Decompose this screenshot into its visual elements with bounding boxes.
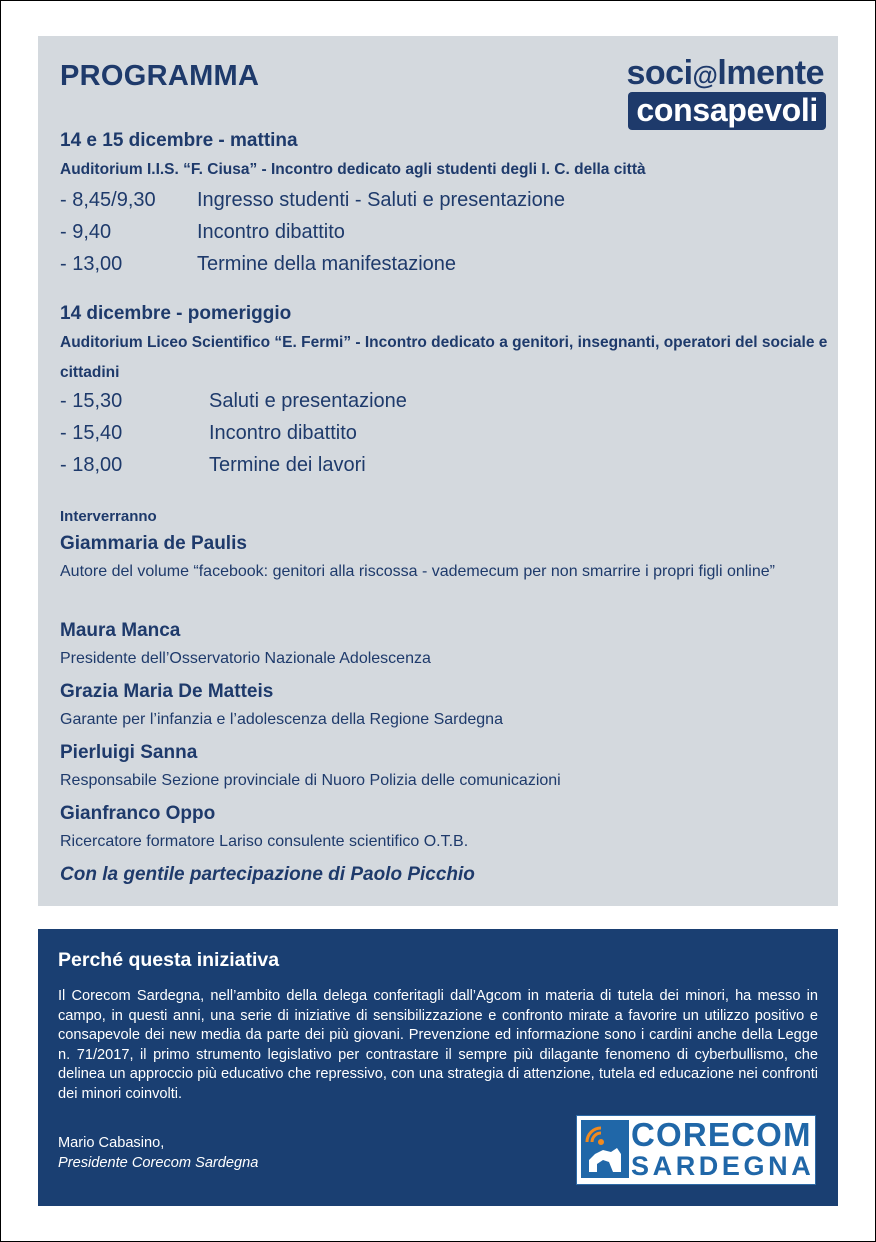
iniziativa-title: Perché questa iniziativa xyxy=(58,949,280,971)
speaker-role: Presidente dell’Osservatorio Nazionale Adolescenza xyxy=(60,650,431,667)
session2-subtitle: Auditorium Liceo Scientifico “E. Fermi” - Incontro dedicato a genitori, insegnanti, operatori del sociale e cittadini xyxy=(60,334,828,381)
speaker-role: Responsabile Sezione provinciale di Nuoro Polizia delle comunicazioni xyxy=(60,772,561,789)
session2-item: - 18,00 Termine dei lavori xyxy=(60,454,366,476)
speaker-name: Maura Manca xyxy=(60,620,181,641)
session2-item: - 15,40 Incontro dibattito xyxy=(60,422,357,444)
speaker-role: Autore del volume “facebook: genitori alla riscossa - vademecum per non smarrire i propri figli online” xyxy=(60,563,775,580)
session2-item: - 15,30 Saluti e presentazione xyxy=(60,390,407,412)
session1-subtitle: Auditorium I.I.S. “F. Ciusa” - Incontro dedicato agli studenti degli I. C. della città xyxy=(60,161,646,178)
programma-title: PROGRAMMA xyxy=(60,60,260,92)
logo-line2: consapevoli xyxy=(628,92,826,130)
corecom-logo xyxy=(576,1115,816,1185)
guest-note: Con la gentile partecipazione di Paolo Picchio xyxy=(60,864,475,885)
speaker-role: Garante per l’infanzia e l’adolescenza della Regione Sardegna xyxy=(60,711,503,728)
corecom-line1: CORECOM xyxy=(631,1116,812,1153)
speaker-name: Giammaria de Paulis xyxy=(60,533,247,554)
session2-heading: 14 dicembre - pomeriggio xyxy=(60,303,292,324)
socialmente-consapevoli-logo xyxy=(574,54,826,132)
corecom-line2: SARDEGNA xyxy=(631,1151,815,1181)
signature-name: Mario Cabasino, xyxy=(58,1135,165,1151)
session1-item: - 9,40 Incontro dibattito xyxy=(60,221,345,243)
speaker-name: Grazia Maria De Matteis xyxy=(60,681,274,702)
speaker-role: Ricercatore formatore Lariso consulente scientifico O.T.B. xyxy=(60,833,469,850)
speakers-label: Interverranno xyxy=(60,508,157,525)
speaker-name: Pierluigi Sanna xyxy=(60,742,198,763)
corecom-emblem-icon xyxy=(581,1120,629,1178)
session1-item: - 13,00 Termine della manifestazione xyxy=(60,253,457,275)
iniziativa-body: Il Corecom Sardegna, nell’ambito della delega conferitagli dall’Agcom in materia di tutela dei minori, ha messo in campo, in questi anni, una serie di iniziative di sensibilizzazione e confronto mirate a favorire un utilizzo positivo e consapevole dei new media da parte dei più giovani. Prevenzione ed informazione sono i cardini anche della Legge n. 71/2017, il primo strumento legislativo per contrastare il sempre più dilagante fenomeno di cyberbullismo, che delinea un approccio più educativo che repressivo, con una strategia di attenzione, tutela ed educazione nei confronti dei minori coinvolti. xyxy=(58,988,818,1102)
iniziativa-box xyxy=(38,929,838,1206)
session1-heading: 14 e 15 dicembre - mattina xyxy=(60,130,298,151)
signature-role: Presidente Corecom Sardegna xyxy=(58,1155,259,1171)
signature xyxy=(58,1133,258,1173)
programma-panel xyxy=(38,36,838,906)
session1-item: - 8,45/9,30 Ingresso studenti - Saluti e presentazione xyxy=(60,189,565,211)
speaker-name: Gianfranco Oppo xyxy=(60,803,216,824)
logo-line1: soci@lmente xyxy=(626,54,824,92)
